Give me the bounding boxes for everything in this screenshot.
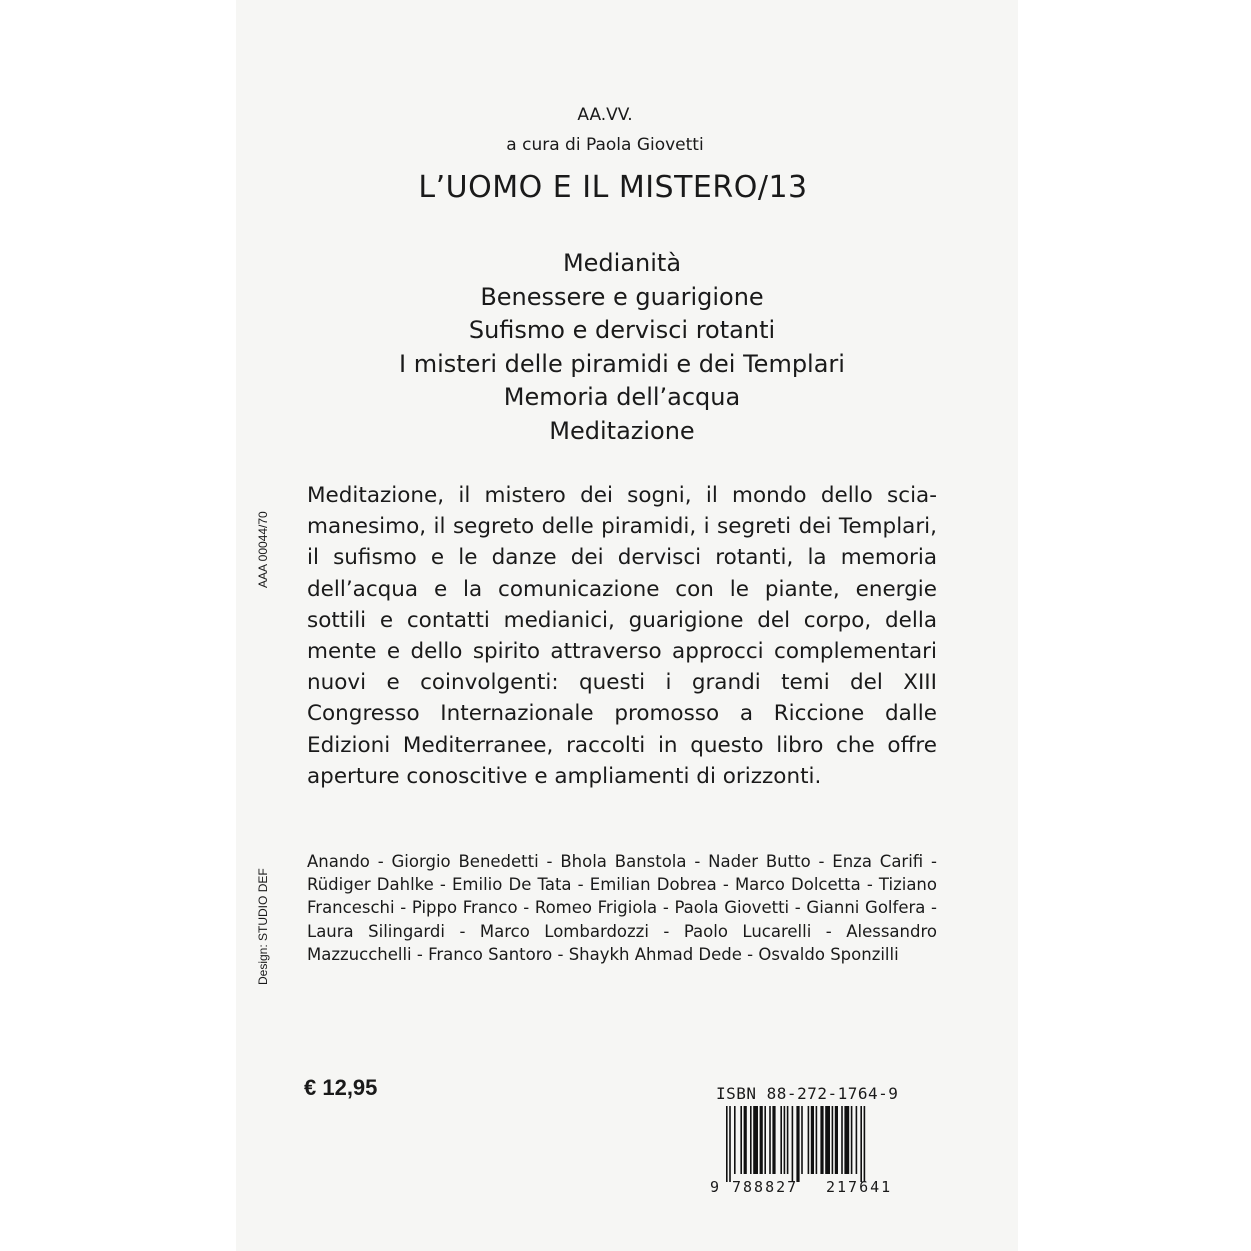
barcode-bar: [860, 1106, 862, 1182]
blurb-paragraph: Meditazione, il mistero dei sogni, il mondo dello sciamanesimo, il segreto delle piramidi, i segreti dei Templari, il sufismo e le danze dei dervisci rotanti, la memoria dell’acqua e la comunicazione con le piante, energie sottili e contatti medianici, guarigione del corpo, della mente e dello spirito attraverso approcci complementari nuovi e coinvolgenti: questi i grandi temi del XIII Congresso Internazionale promosso a Riccione dalle Edizioni Mediterranee, raccolti in questo libro che offre aperture conoscitive e ampliamenti di orizzonti.: [307, 483, 937, 789]
barcode-bar: [772, 1106, 775, 1174]
topic-item: Memoria dell’acqua: [503, 383, 741, 411]
series-title: L’UOMO E IL MISTERO/13: [418, 170, 808, 205]
barcode-bar: [864, 1106, 866, 1182]
barcode-bar: [851, 1106, 853, 1174]
barcode-bar: [744, 1106, 747, 1174]
design-credit: Design: STUDIO DEF: [256, 868, 270, 985]
barcode-bar: [825, 1106, 830, 1174]
price-label: € 12,95: [304, 1075, 378, 1100]
topic-item: Medianità: [562, 249, 682, 277]
barcode-bar: [726, 1106, 728, 1182]
barcode-bar: [832, 1106, 834, 1174]
barcode-bar: [753, 1106, 758, 1174]
barcode-bar: [769, 1106, 771, 1174]
barcode-bar: [750, 1106, 752, 1174]
book-back-cover: [236, 0, 1018, 1251]
barcode-bar: [844, 1106, 849, 1174]
barcode-bar: [792, 1106, 794, 1182]
barcode-digits-right: 217641: [826, 1178, 893, 1194]
barcode-bar: [808, 1106, 810, 1174]
barcode-bar: [820, 1106, 823, 1174]
topics-list: [236, 247, 1018, 448]
isbn-barcode: [708, 1084, 920, 1194]
barcode-graphic: [708, 1106, 920, 1194]
barcode-bar: [764, 1106, 766, 1174]
barcode-bar: [811, 1106, 814, 1174]
barcode-bar: [760, 1106, 763, 1174]
barcode-digits-left: 788827: [732, 1178, 799, 1194]
barcode-bar: [841, 1106, 843, 1174]
contributors-list: Anando - Giorgio Benedetti - Bhola Banstola - Nader Butto - Enza Carifi - Rüdiger Dahlke - Emilio De Tata - Emilian Dobrea - Marco Dolcetta - Tiziano Franceschi - Pippo Franco - Romeo Frigiola - Paola Giovetti - Gianni Golfera - Laura Silingardi - Marco Lombardozzi - Paolo Lucarelli - Alessandro Mazzucchelli - Franco Santoro - Shaykh Ahmad Dede - Osvaldo Sponzilli: [307, 852, 937, 964]
barcode-bar: [740, 1106, 742, 1174]
topic-item: Benessere e guarigione: [480, 282, 764, 311]
editor-credit: a cura di Paola Giovetti: [506, 135, 704, 155]
barcode-bar: [796, 1106, 799, 1182]
isbn-label: ISBN 88-272-1764-9: [716, 1084, 899, 1103]
barcode-bar: [816, 1106, 818, 1174]
barcode-bar: [729, 1106, 731, 1182]
barcode-bar: [856, 1106, 858, 1174]
topic-item: I misteri delle piramidi e dei Templari: [399, 349, 845, 378]
barcode-bar: [787, 1106, 789, 1174]
barcode-digits-prefix: 9: [710, 1178, 720, 1194]
barcode-bar: [734, 1106, 736, 1174]
barcode-bar: [784, 1106, 786, 1174]
authors-label: AA.VV.: [577, 105, 633, 125]
barcode-bar: [801, 1106, 803, 1174]
barcode-bar: [780, 1106, 782, 1174]
topic-item: Sufismo e dervisci rotanti: [468, 316, 776, 344]
topic-item: Meditazione: [549, 416, 695, 445]
catalog-code: AAA 00044/70: [256, 511, 270, 588]
barcode-bar: [835, 1106, 838, 1174]
